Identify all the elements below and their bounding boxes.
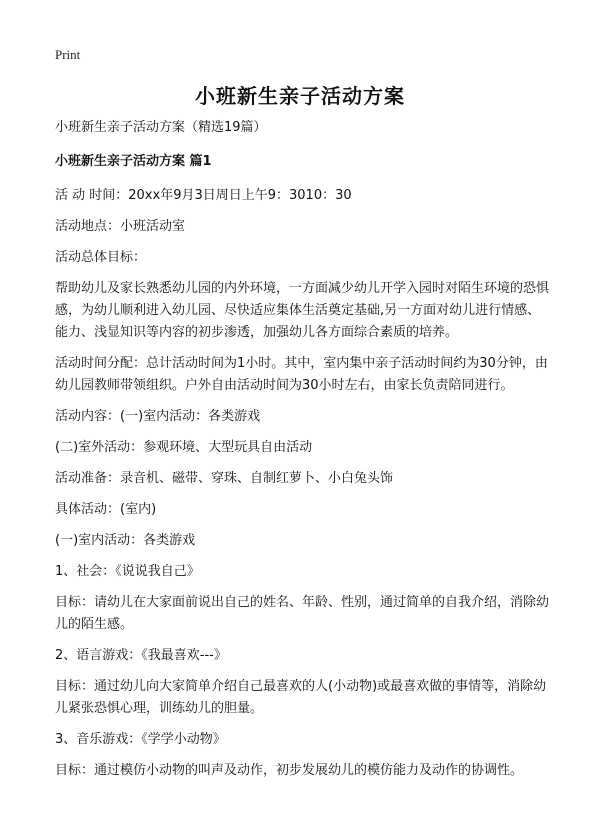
- paragraph-item-3-goal: 目标：通过模仿小动物的叫声及动作，初步发展幼儿的模仿能力及动作的协调性。: [55, 763, 524, 778]
- document-subtitle: 小班新生亲子活动方案（精选19篇）: [55, 120, 267, 135]
- print-link[interactable]: Print: [55, 47, 81, 62]
- document-title: 小班新生亲子活动方案: [195, 84, 405, 108]
- paragraph-indoor-games: (一)室内活动：各类游戏: [55, 533, 196, 548]
- paragraph-time-allocation: 活动时间分配：总计活动时间为1小时。其中，室内集中亲子活动时间约为30分钟，由幼儿园教师带领组织。户外自由活动时间为30小时左右，由家长负责陪同进行。: [55, 356, 548, 393]
- paragraph-item-2: 2、语言游戏：《我最喜欢---》: [55, 648, 227, 663]
- paragraph-item-3: 3、音乐游戏：《学学小动物》: [55, 732, 226, 747]
- paragraph-preparation: 活动准备：录音机、磁带、穿珠、自制红萝卜、小白兔头饰: [55, 471, 394, 486]
- paragraph-outdoor-activity: (二)室外活动：参观环境、大型玩具自由活动: [55, 440, 313, 455]
- paragraph-item-1: 1、社会：《说说我自己》: [55, 564, 200, 579]
- section-heading: 小班新生亲子活动方案 篇1: [55, 154, 212, 169]
- paragraph-specific-activity: 具体活动：(室内): [55, 502, 157, 517]
- paragraph-activity-time: 活 动 时间：20xx年9月3日周日上午9：3010：30: [55, 188, 352, 203]
- paragraph-item-2-goal: 目标：通过幼儿向大家简单介绍自己最喜欢的人(小动物)或最喜欢做的事情等，消除幼儿紧张恐惧心理，训练幼儿的胆量。: [55, 679, 547, 716]
- paragraph-goal-body: 帮助幼儿及家长熟悉幼儿园的内外环境，一方面减少幼儿开学入园时对陌生环境的恐惧感，为幼儿顺利进入幼儿园、尽快适应集体生活奠定基础,另一方面对幼儿进行情感、能力、浅显知识等内容的初步渗透，加强幼儿各方面综合素质的培养。: [55, 281, 550, 340]
- paragraph-activity-content: 活动内容：(一)室内活动：各类游戏: [55, 409, 261, 424]
- paragraph-activity-location: 活动地点：小班活动室: [55, 219, 186, 234]
- paragraph-item-1-goal: 目标：请幼儿在大家面前说出自己的姓名、年龄、性别，通过简单的自我介绍，消除幼儿的陌生感。: [55, 595, 550, 632]
- paragraph-goal-heading: 活动总体目标：: [55, 250, 147, 265]
- document-body: [55, 117, 550, 782]
